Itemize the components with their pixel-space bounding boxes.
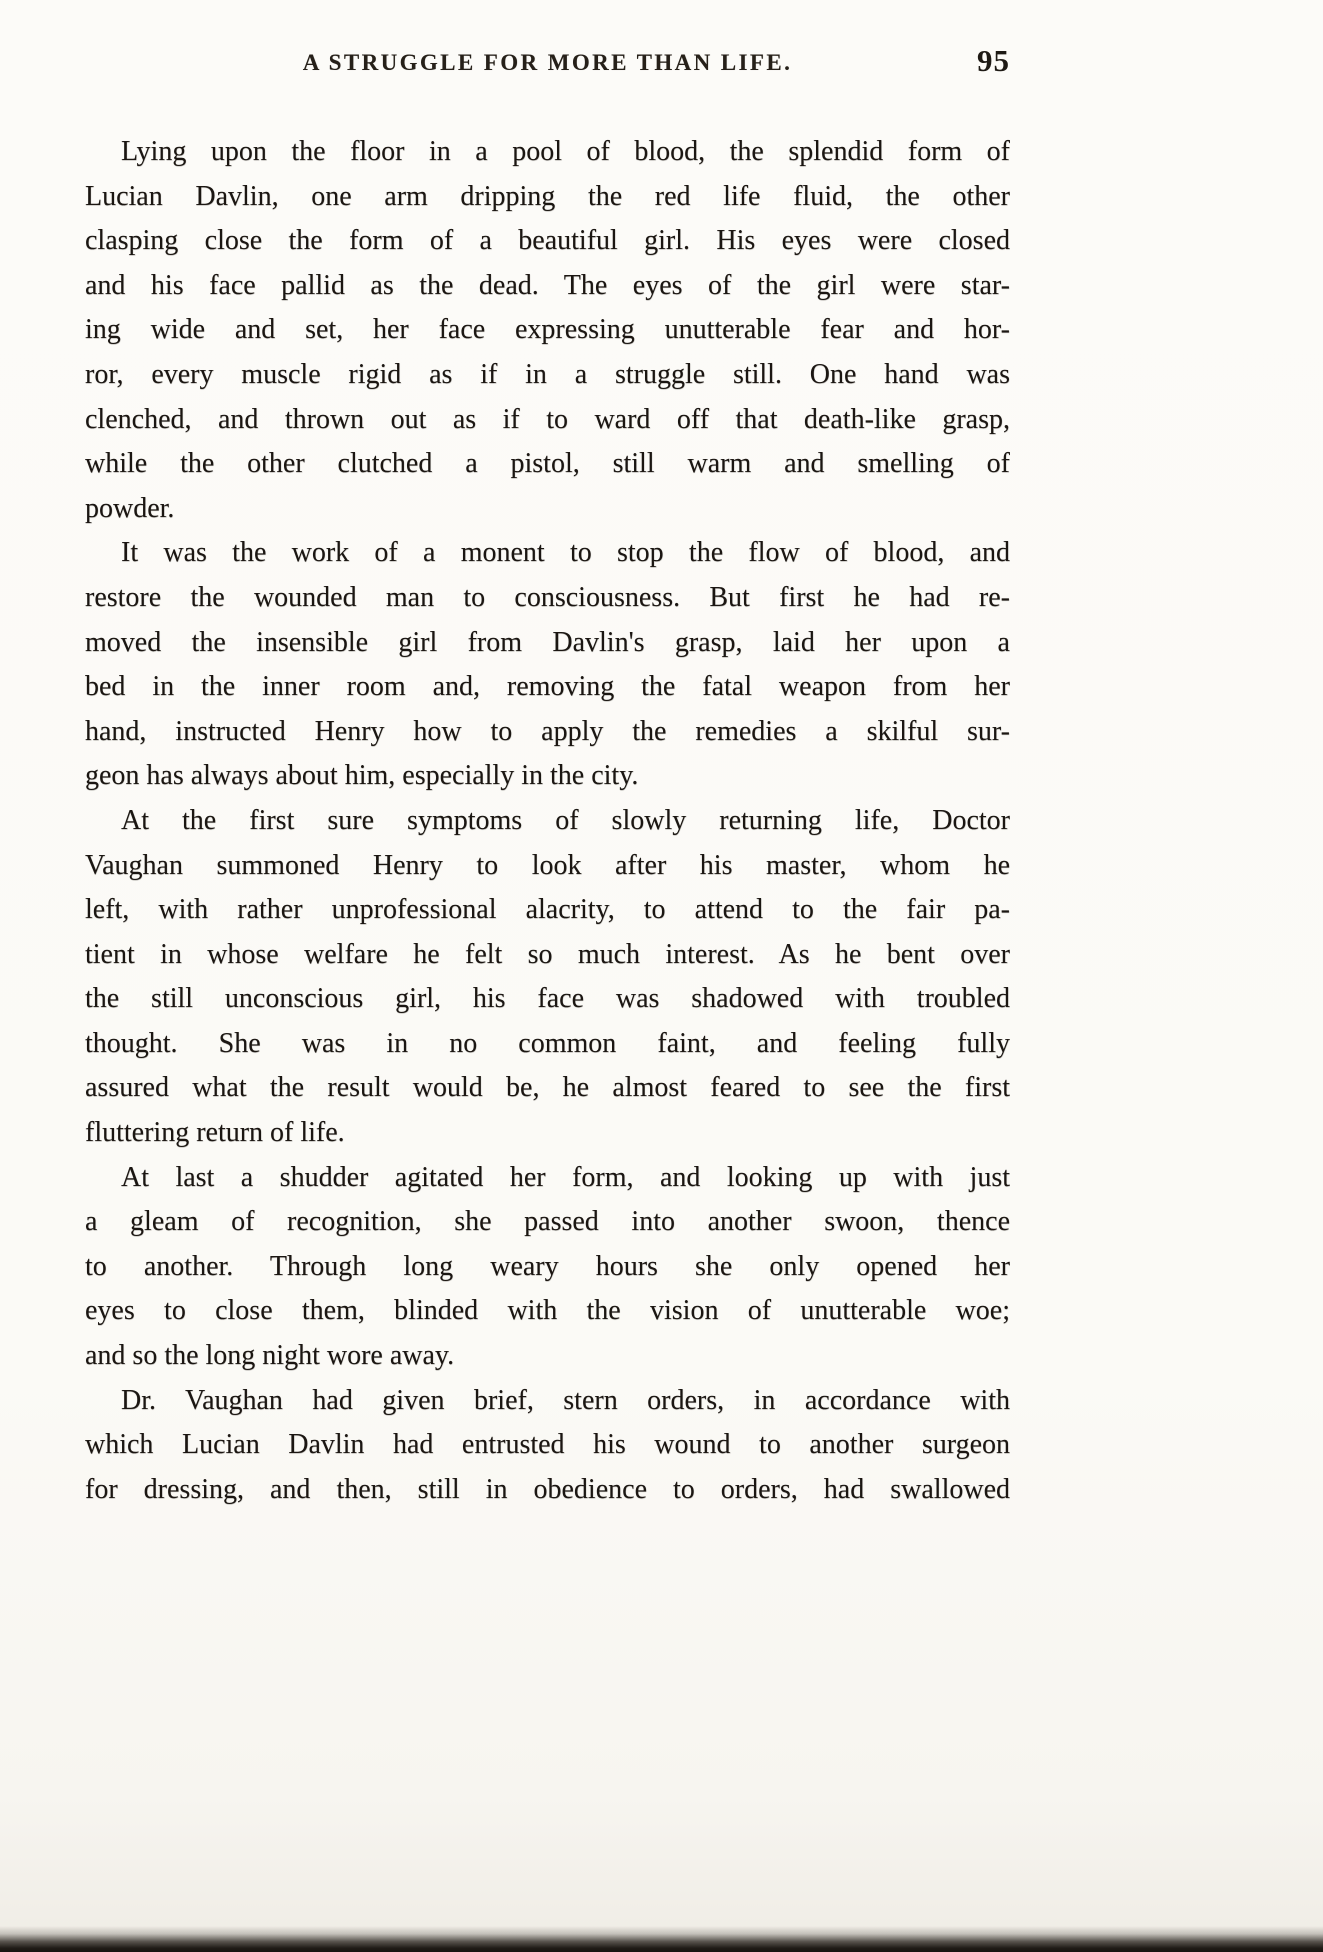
paragraph [85, 1156, 1010, 1379]
paragraph [85, 531, 1010, 799]
text-line: tient in whose welfare he felt so much interest. As he bent over [85, 938, 1010, 970]
text-line: geon has always about him, especially in the city. [85, 760, 639, 792]
text-line: clenched, and thrown out as if to ward off that death-like grasp, [85, 403, 1010, 435]
text-line: while the other clutched a pistol, still warm and smelling of [85, 448, 1010, 480]
text-line: thought. She was in no common faint, and feeling fully [85, 1027, 1010, 1059]
text-line: It was the work of a monent to stop the flow of blood, and [121, 537, 1010, 569]
text-line: hand, instructed Henry how to apply the remedies a skilful sur- [85, 715, 1010, 747]
text-line: the still unconscious girl, his face was shadowed with troubled [85, 983, 1010, 1015]
text-line: moved the insensible girl from Davlin's grasp, laid her upon a [85, 626, 1010, 658]
page-number: 95 [977, 43, 1010, 78]
text-line: Lucian Davlin, one arm dripping the red life fluid, the other [85, 180, 1010, 212]
text-line: Vaughan summoned Henry to look after his master, whom he [85, 849, 1010, 881]
text-line: restore the wounded man to consciousness. But first he had re- [85, 581, 1010, 613]
text-line: to another. Through long weary hours she only opened her [85, 1250, 1010, 1282]
text-line: At the first sure symptoms of slowly returning life, Doctor [121, 804, 1010, 836]
text-line: which Lucian Davlin had entrusted his wound to another surgeon [85, 1429, 1010, 1461]
paragraph [85, 799, 1010, 1156]
text-line: and so the long night wore away. [85, 1340, 455, 1372]
text-line: Lying upon the floor in a pool of blood, the splendid form of [121, 136, 1010, 167]
text-line: clasping close the form of a beautiful girl. His eyes were closed [85, 225, 1010, 257]
text-line: ing wide and set, her face expressing unutterable fear and hor- [85, 314, 1010, 346]
text-line: ror, every muscle rigid as if in a struggle still. One hand was [85, 358, 1010, 390]
text-block [85, 130, 1010, 1512]
text-line: powder. [85, 492, 175, 524]
text-line: eyes to close them, blinded with the vision of unutterable woe; [85, 1295, 1010, 1327]
running-header [85, 43, 1010, 86]
text-line: bed in the inner room and, removing the fatal weapon from her [85, 671, 1010, 703]
text-line: Dr. Vaughan had given brief, stern orders, in accordance with [121, 1384, 1010, 1416]
text-line: assured what the result would be, he almost feared to see the first [85, 1072, 1010, 1104]
text-line: At last a shudder agitated her form, and looking up with just [121, 1161, 1010, 1193]
text-line: fluttering return of life. [85, 1117, 345, 1149]
paragraph [85, 130, 1010, 531]
text-line: a gleam of recognition, she passed into another swoon, thence [85, 1206, 1010, 1238]
text-line: for dressing, and then, still in obedience to orders, had swallowed [85, 1473, 1010, 1505]
paragraph [85, 1379, 1010, 1513]
scan-edge-shadow [0, 1926, 1323, 1952]
running-header-title: A STRUGGLE FOR MORE THAN LIFE. [302, 50, 793, 75]
text-line: and his face pallid as the dead. The eyes of the girl were star- [85, 269, 1010, 301]
text-line: left, with rather unprofessional alacrity, to attend to the fair pa- [85, 894, 1010, 926]
